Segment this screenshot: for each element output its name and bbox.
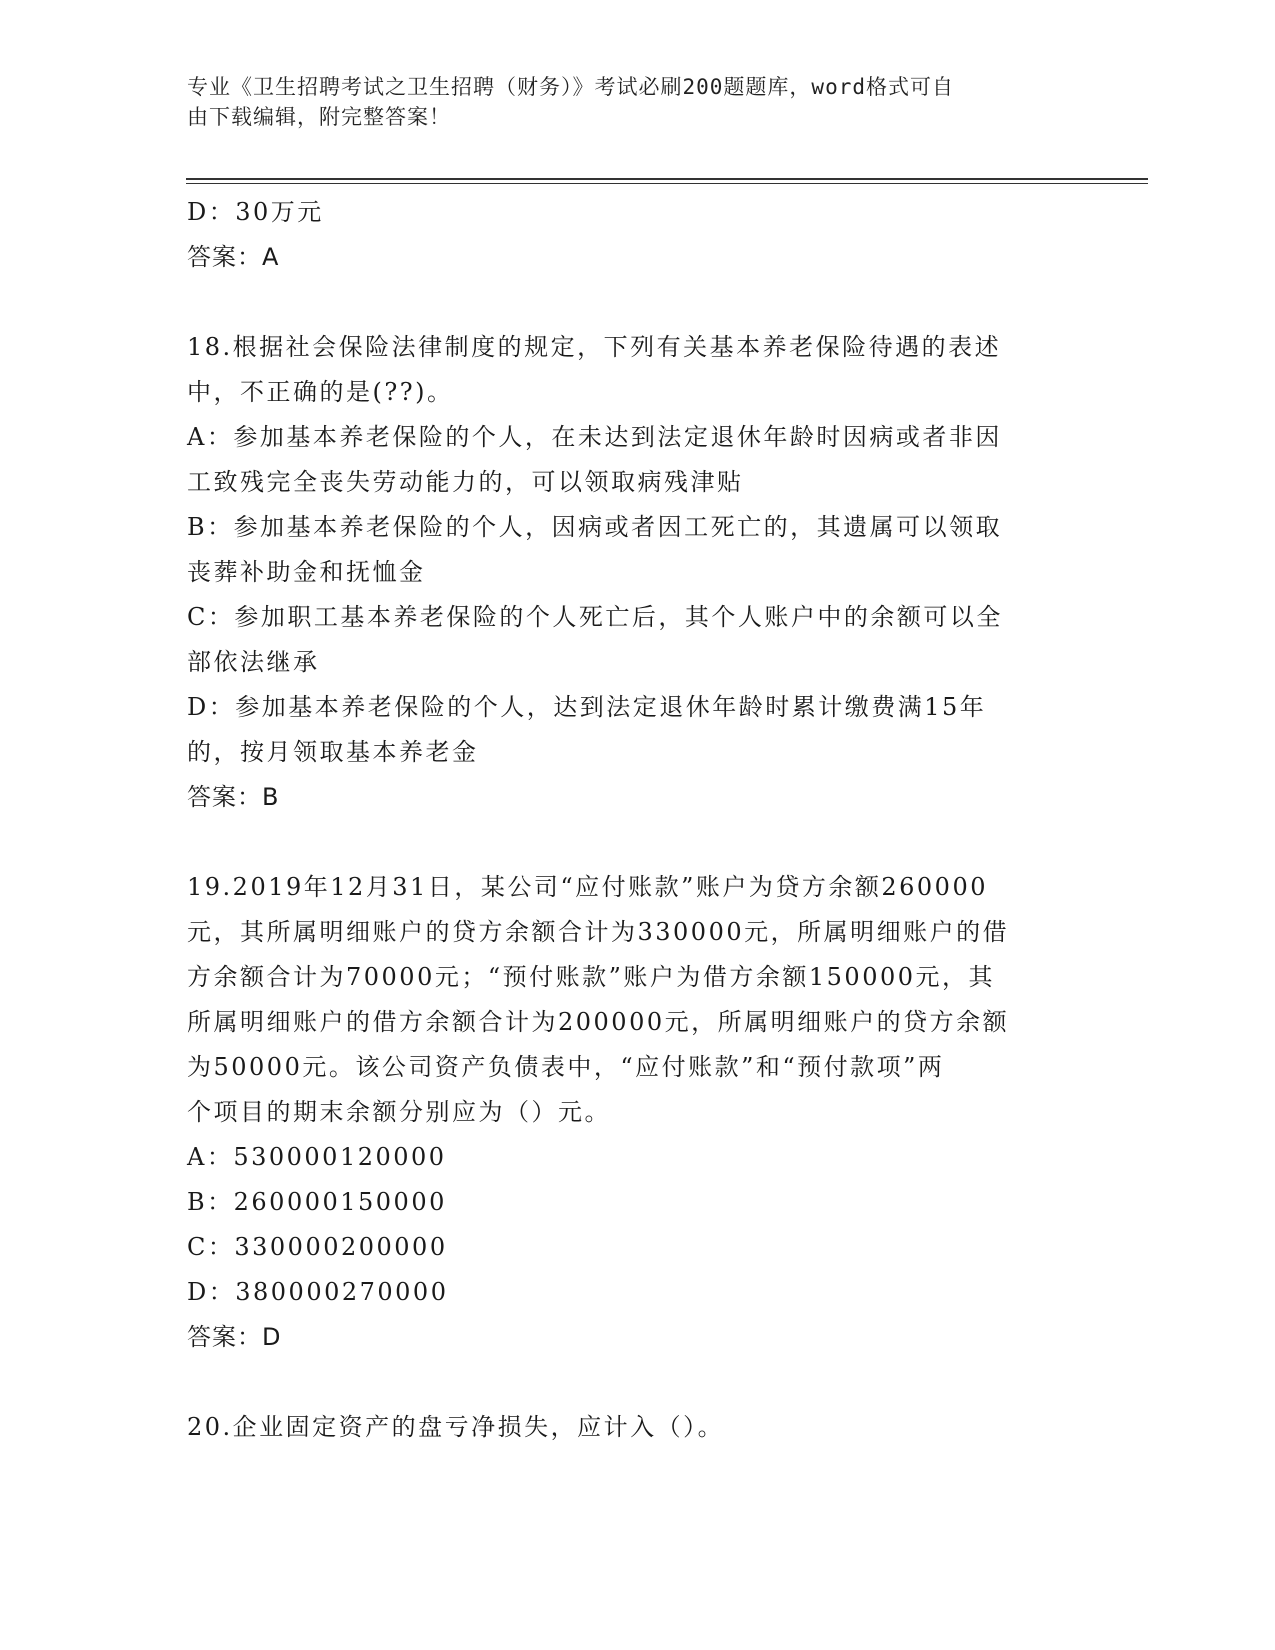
option-a: A：参加基本养老保险的个人，在未达到法定退休年龄时因病或者非因 xyxy=(187,423,1002,451)
question-stem: 所属明细账户的借方余额合计为200000元，所属明细账户的贷方余额 xyxy=(187,1008,1010,1036)
option-a: 工致残完全丧失劳动能力的，可以领取病残津贴 xyxy=(187,468,744,496)
answer-text: 答案：B xyxy=(187,783,280,811)
question-stem: 个项目的期末余额分别应为（）元。 xyxy=(187,1098,611,1126)
option-d: D：380000270000 xyxy=(187,1278,449,1306)
option-c: C：330000200000 xyxy=(187,1233,448,1261)
question-stem: 元，其所属明细账户的贷方余额合计为330000元，所属明细账户的借 xyxy=(187,918,1010,946)
option-b: B：260000150000 xyxy=(187,1188,447,1216)
header-line: 专业《卫生招聘考试之卫生招聘（财务）》考试必刷200题题库，word格式可自 xyxy=(187,75,954,99)
option-d: D：30万元 xyxy=(187,198,324,226)
answer-text: 答案：A xyxy=(187,243,280,271)
option-c: C：参加职工基本养老保险的个人死亡后，其个人账户中的余额可以全 xyxy=(187,603,1003,631)
option-d: D：参加基本养老保险的个人，达到法定退休年龄时累计缴费满15年 xyxy=(187,693,987,721)
question-stem: 中，不正确的是(??)。 xyxy=(187,378,454,406)
option-c: 部依法继承 xyxy=(187,648,320,676)
header-rule-thin xyxy=(186,183,1148,184)
option-a: A：530000120000 xyxy=(187,1143,447,1171)
option-d: 的，按月领取基本养老金 xyxy=(187,738,479,766)
question-19 xyxy=(187,865,1072,1360)
question-18 xyxy=(187,325,1072,820)
question-stem: 18.根据社会保险法律制度的规定，下列有关基本养老保险待遇的表述 xyxy=(187,333,1002,361)
question-stem: 方余额合计为70000元；“预付账款”账户为借方余额150000元，其 xyxy=(187,963,996,991)
option-b: B：参加基本养老保险的个人，因病或者因工死亡的，其遗属可以领取 xyxy=(187,513,1003,541)
answer-text: 答案：D xyxy=(187,1323,282,1351)
question-stem: 20.企业固定资产的盘亏净损失，应计入（）。 xyxy=(187,1413,725,1441)
question-content xyxy=(187,190,1072,1450)
question-stem: 19.2019年12月31日，某公司“应付账款”账户为贷方余额260000 xyxy=(187,873,988,901)
header-line: 由下载编辑，附完整答案！ xyxy=(187,105,451,129)
question-20 xyxy=(187,1405,1072,1450)
page-header xyxy=(187,72,1067,132)
header-rule xyxy=(186,178,1148,180)
question-stem: 为50000元。该公司资产负债表中，“应付账款”和“预付款项”两 xyxy=(187,1053,945,1081)
option-b: 丧葬补助金和抚恤金 xyxy=(187,558,426,586)
